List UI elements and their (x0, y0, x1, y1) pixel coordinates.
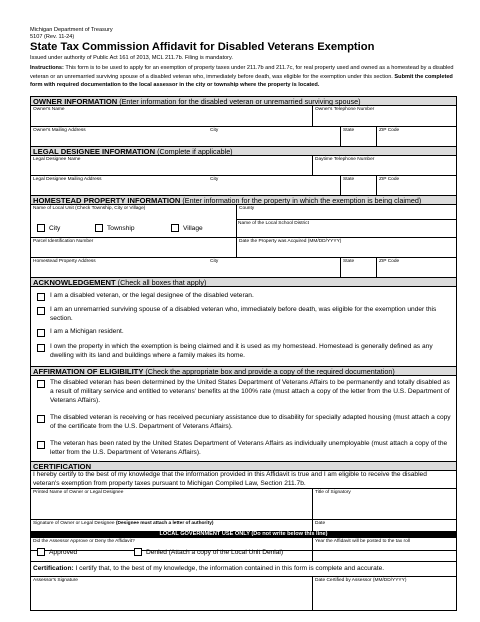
homestead-city-label: City (210, 259, 219, 264)
printed-name-label: Printed Name of Owner or Legal Designee (33, 490, 124, 495)
eligibility-item-unemployable[interactable] (37, 440, 451, 458)
date-certified-field[interactable] (312, 577, 456, 610)
owner-city-label: City (210, 128, 219, 133)
designee-city-label: City (210, 177, 219, 182)
eligibility-note: (Check the appropriate box and provide a copy of the required documentation) (143, 367, 395, 376)
ack-text-1: I am a disabled veteran, or the legal designee of the disabled veteran. (50, 292, 254, 299)
school-district-field[interactable] (236, 219, 456, 227)
ack-checkbox-1[interactable] (37, 293, 45, 301)
homestead-zip-field[interactable] (376, 258, 456, 277)
homestead-address-label: Homestead Property Address (33, 259, 96, 264)
owner-phone-label: Owner's Telephone Number (315, 107, 375, 112)
homestead-state-label: State (343, 259, 355, 264)
eligibility-checkbox-3[interactable] (37, 441, 45, 449)
eligibility-text-2: The disabled veteran is receiving or has received pecuniary assistance due to disability for specially adapted housing (must attach a copy of the certificate from the U.S. Department of Veterans Affairs). (50, 414, 451, 430)
denied-checkbox[interactable] (134, 548, 142, 556)
owner-city-field[interactable] (208, 127, 340, 146)
local-unit-city-option[interactable] (37, 224, 60, 232)
local-unit-village-option[interactable] (171, 224, 203, 232)
assessor-signature-field[interactable] (31, 577, 312, 610)
date-acquired-field[interactable] (236, 238, 456, 257)
denied-label: Denied (Attach a copy of the Local Unit Denial) (146, 548, 284, 556)
assessor-certification (33, 565, 453, 572)
cert-row-1 (31, 488, 456, 520)
certification-statement: I hereby certify to the best of my knowledge that the information provided in this Affidavit is true and I am eligible to receive the disabled veteran's exemption from property taxes pursuant to Michigan Compiled Law, Section 211.7b. (33, 471, 427, 487)
designee-zip-label: ZIP Code (379, 177, 400, 182)
owner-signature-label: Signature of Owner or Legal Designee (33, 521, 115, 526)
assessor-cert-text: I certify that, to the best of my knowledge, the information contained in this form is complete and accurate. (73, 565, 385, 572)
designee-address-label: Legal Designee Mailing Address (33, 177, 102, 182)
approve-deny-label: Did the Assessor Approve or Deny the Affidavit? (33, 539, 135, 544)
owner-address-label: Owner's Mailing Address (33, 128, 86, 133)
homestead-row-2 (31, 238, 456, 258)
ack-note: (Check all boxes that apply) (115, 278, 207, 287)
affidavit-form (30, 96, 457, 611)
eligibility-heading: AFFIRMATION OF ELIGIBILITY (33, 367, 144, 376)
owner-row-1 (31, 106, 456, 127)
village-option-label: Village (183, 224, 203, 232)
year-posted-label: Year the Affidavit will be posted to the tax roll (315, 539, 410, 544)
ack-checkbox-4[interactable] (37, 344, 45, 352)
designee-address-field[interactable] (31, 176, 208, 195)
authority-line: Issued under authority of Public Act 161 of 2013, MCL 211.7b. Filing is mandatory. (30, 55, 233, 61)
denied-option[interactable] (134, 548, 283, 556)
homestead-zip-label: ZIP Code (379, 259, 400, 264)
owner-address-field[interactable] (31, 127, 208, 146)
signatory-title-label: Title of Signatory (315, 490, 351, 495)
certification-section-header (31, 461, 456, 471)
eligibility-section-header (31, 366, 456, 376)
eligibility-text-3: The veteran has been rated by the United States Department of Veterans Affairs as individually unemployable (must attach a copy of the letter from the U.S. Department of Veterans Affairs). (50, 440, 448, 456)
local-gov-row-2 (31, 576, 456, 610)
ack-item-michigan-resident[interactable] (37, 328, 453, 337)
owner-note: (Enter information for the disabled veteran or unremarried surviving spouse) (117, 97, 361, 106)
owner-name-field[interactable] (31, 106, 312, 126)
approved-checkbox[interactable] (37, 548, 45, 556)
eligibility-item-total-disability[interactable] (37, 379, 451, 405)
owner-name-label: Owner's Name (33, 107, 65, 112)
ack-section-header (31, 277, 456, 287)
ack-text-3: I am a Michigan resident. (50, 328, 124, 335)
homestead-heading: HOMESTEAD PROPERTY INFORMATION (33, 196, 181, 205)
designee-state-label: State (343, 177, 355, 182)
designee-row-2 (31, 176, 456, 196)
instructions-label: Instructions: (30, 65, 64, 71)
owner-signature-note: (Designee must attach a letter of authority) (114, 521, 214, 526)
signatory-title-field[interactable] (312, 489, 456, 519)
homestead-row-3 (31, 258, 456, 278)
eligibility-text-1: The disabled veteran has been determined by the United States Department of Veterans Affairs to be permanently and totally disabled as a result of military service and entitled to veterans' benefits at the 100% rate (must attach a copy of the letter from the U.S. Department of Veterans Affairs). (50, 379, 450, 404)
owner-phone-field[interactable] (312, 106, 456, 126)
form-title: State Tax Commission Affidavit for Disabled Veterans Exemption (30, 41, 375, 53)
instructions-bold: Submit the completed form with required documentation to the local assessor in the city or township where the property is located. (30, 73, 453, 89)
township-option-label: Township (107, 224, 135, 232)
designee-zip-field[interactable] (376, 176, 456, 195)
ack-checkbox-3[interactable] (37, 329, 45, 337)
homestead-row-1 (31, 205, 456, 238)
approved-option[interactable] (37, 548, 77, 556)
city-checkbox[interactable] (37, 224, 45, 232)
village-checkbox[interactable] (171, 224, 179, 232)
approved-label: Approved (49, 548, 78, 556)
cert-date-label: Date (315, 521, 326, 526)
ack-text-4: I own the property in which the exemption is being claimed and it is used as my homestead. Homestead is generally defined as any dwelling with its land and buildings where a family makes its home. (50, 343, 433, 359)
ack-checkbox-2[interactable] (37, 307, 45, 315)
designee-name-label: Legal Designee Name (33, 157, 81, 162)
owner-zip-field[interactable] (376, 127, 456, 146)
ack-item-surviving-spouse[interactable] (37, 306, 453, 324)
ack-heading: ACKNOWLEDGEMENT (33, 278, 116, 287)
agency-name: Michigan Department of Treasury (30, 27, 113, 33)
parcel-id-label: Parcel Identification Number (33, 239, 94, 244)
form-number: 5107 (Rev. 11-24) (30, 34, 75, 40)
owner-row-2 (31, 127, 456, 147)
assessor-cert-label: Certification: (33, 565, 74, 572)
homestead-state-field[interactable] (340, 258, 376, 277)
homestead-address-field[interactable] (31, 258, 208, 277)
certification-heading: CERTIFICATION (33, 462, 92, 471)
eligibility-checkbox-2[interactable] (37, 415, 45, 423)
instructions (30, 64, 456, 90)
homestead-section-header (31, 195, 456, 205)
owner-zip-label: ZIP Code (379, 128, 400, 133)
designee-phone-field[interactable] (312, 156, 456, 175)
owner-state-field[interactable] (340, 127, 376, 146)
school-district-label: Name of the Local School District (238, 221, 309, 226)
ack-item-disabled-veteran[interactable] (37, 292, 453, 301)
owner-section-header (31, 96, 456, 106)
local-unit-field (31, 205, 236, 237)
date-acquired-label: Date the Property was Acquired (MM/DD/YYYY) (239, 239, 342, 244)
year-posted-field[interactable] (312, 538, 456, 561)
eligibility-checkbox-1[interactable] (37, 380, 45, 388)
designee-phone-label: Daytime Telephone Number (315, 157, 375, 162)
local-gov-row-1 (31, 538, 456, 562)
owner-heading: OWNER INFORMATION (33, 97, 118, 106)
assessor-signature-label: Assessor's Signature (33, 578, 78, 583)
designee-state-field[interactable] (340, 176, 376, 195)
township-checkbox[interactable] (95, 224, 103, 232)
date-certified-label: Date Certified by Assessor (MM/DD/YYYY) (315, 578, 407, 583)
designee-heading: LEGAL DESIGNEE INFORMATION (33, 147, 156, 156)
county-label: County (239, 206, 255, 211)
homestead-note: (Enter information for the property in which the exemption is being claimed) (180, 196, 422, 205)
local-gov-banner: LOCAL GOVERNMENT USE ONLY (Do not write below this line) (31, 531, 456, 538)
designee-note: (Complete if applicable) (155, 147, 233, 156)
printed-name-field[interactable] (31, 489, 312, 519)
instructions-text: This form is to be used to apply for an exemption of property taxes under 211.7b and 211.7c, for real property used and owned as a homestead by a disabled veteran or an unremarried surviving spouse of a disabled veteran who, immediately before death, was eligible for the exemption under this section. (30, 65, 454, 80)
owner-state-label: State (343, 128, 355, 133)
agency-header (30, 27, 113, 41)
homestead-city-field[interactable] (208, 258, 340, 277)
eligibility-item-adapted-housing[interactable] (37, 414, 451, 432)
local-unit-township-option[interactable] (95, 224, 135, 232)
parcel-id-field[interactable] (31, 238, 236, 257)
designee-city-field[interactable] (208, 176, 340, 195)
city-option-label: City (49, 224, 61, 232)
local-unit-label: Name of Local Unit (Check Township, City or Village) (33, 206, 146, 211)
designee-name-field[interactable] (31, 156, 312, 175)
designee-row-1 (31, 156, 456, 176)
ack-item-homestead-owner[interactable] (37, 343, 453, 361)
designee-section-header (31, 146, 456, 156)
ack-text-2: I am an unremarried surviving spouse of a disabled veteran who, immediately before death, was eligible for the exemption under this section. (50, 306, 437, 322)
